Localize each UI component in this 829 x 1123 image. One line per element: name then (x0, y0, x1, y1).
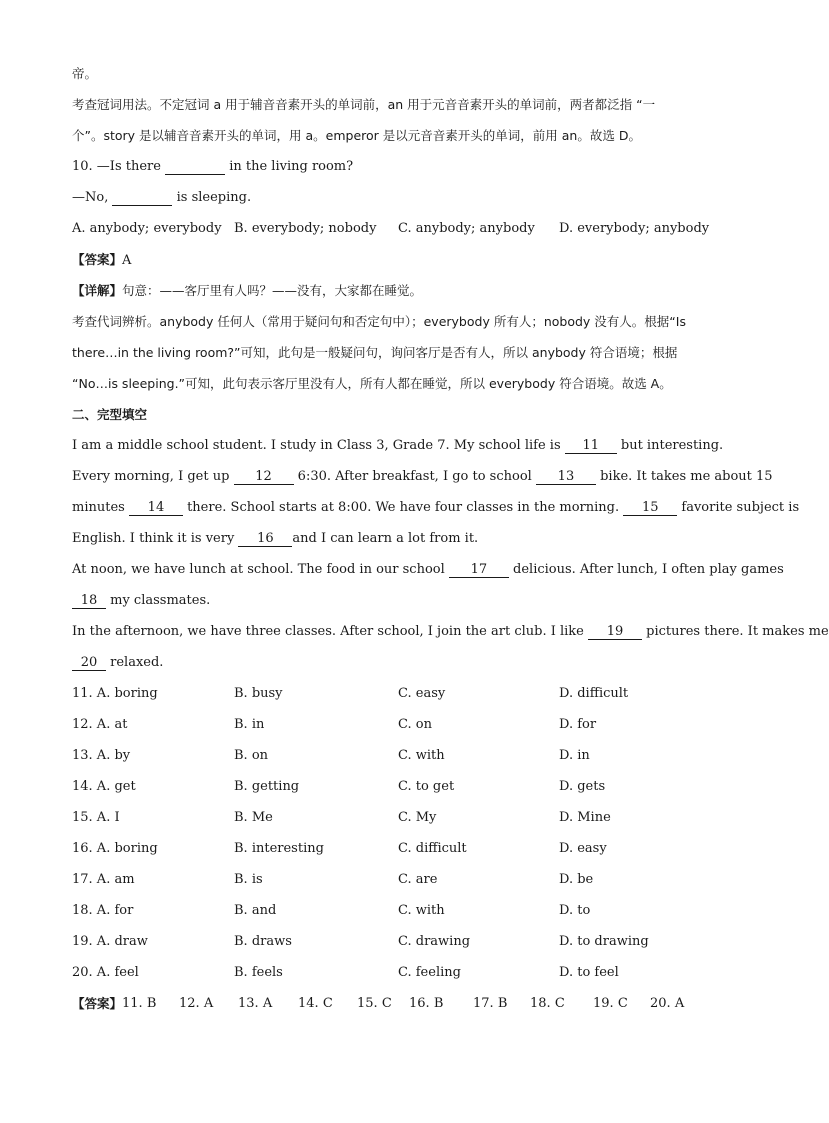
section-heading: 二、完型填空 (72, 407, 148, 422)
question-options-row: 13. A. by B. on C. with D. in (72, 748, 590, 763)
question-options-row: 15. A. I B. Me C. My D. Mine (72, 810, 611, 825)
answer-10: 【答案】A (72, 252, 132, 268)
text-line: 考查代词辨析。anybody 任何人（常用于疑问句和否定句中）；everybody 所有人；nobody 没有人。根据“Is (72, 314, 686, 329)
text-line: 考查冠词用法。不定冠词 a 用于辅音音素开头的单词前，an 用于元音音素开头的单词前，两者都泛指 “一 (72, 97, 656, 112)
option-d: D. everybody; anybody (559, 221, 710, 236)
text-line: “No…is sleeping.”可知，此句表示客厅里没有人，所有人都在睡觉，所以 everybody 符合语境。故选 A。 (72, 376, 672, 391)
question-10-line-1: 10. —Is there in the living room? (72, 159, 354, 174)
text-line: 帝。 (72, 66, 98, 81)
question-options-row: 12. A. at B. in C. on D. for (72, 717, 597, 732)
blank (112, 191, 172, 206)
passage-line: 20 relaxed. (72, 647, 724, 678)
detail-10: 【详解】句意：——客厅里有人吗？——没有，大家都在睡觉。 (72, 283, 423, 298)
passage-line: Every morning, I get up 12 6:30. After breakfast, I go to school 13 bike. It takes me about 15 (72, 469, 773, 484)
question-options-row: 14. A. get B. getting C. to get D. gets (72, 779, 606, 794)
question-10-line-2: —No, is sleeping. (72, 190, 252, 205)
question-options-row: 11. A. boring B. busy C. easy D. difficult (72, 686, 629, 701)
passage-line: At noon, we have lunch at school. The food in our school 17 delicious. After lunch, I often play games (72, 562, 784, 577)
passage-line: I am a middle school student. I study in Class 3, Grade 7. My school life is 11 but interesting. (72, 438, 724, 453)
passage-line: English. I think it is very 16 and I can learn a lot from it. (72, 531, 479, 546)
passage-line: minutes 14 there. School starts at 8:00. We have four classes in the morning. 15 favorite subject is (72, 500, 800, 515)
option-a: A. anybody; everybody (72, 221, 222, 236)
question-10-options (72, 213, 724, 244)
question-options-row: 19. A. draw B. draws C. drawing D. to drawing (72, 934, 649, 949)
passage-line: 18 my classmates. (72, 585, 724, 616)
question-options-row: 16. A. boring B. interesting C. difficult D. easy (72, 841, 607, 856)
question-options-row: 20. A. feel B. feels C. feeling D. to feel (72, 965, 619, 980)
blank (165, 160, 225, 175)
passage-line: In the afternoon, we have three classes. After school, I join the art club. I like 19 pictures there. It makes me (72, 624, 829, 639)
option-c: C. anybody; anybody (398, 221, 535, 236)
document-page (72, 58, 829, 1019)
question-options-row: 18. A. for B. and C. with D. to (72, 903, 591, 918)
question-options-row: 17. A. am B. is C. are D. be (72, 872, 594, 887)
option-b: B. everybody; nobody (234, 221, 377, 236)
answer-key: 【答案】 11. B 12. A 13. A 14. C 15. C 16. B 17. B 18. C 19. C 20. A (72, 996, 685, 1011)
text-line: there…in the living room?”可知，此句是一般疑问句，询问客厅是否有人，所以 anybody 符合语境；根据 (72, 345, 678, 360)
text-line: 个”。story 是以辅音音素开头的单词，用 a。emperor 是以元音音素开头的单词，前用 an。故选 D。 (72, 128, 641, 143)
